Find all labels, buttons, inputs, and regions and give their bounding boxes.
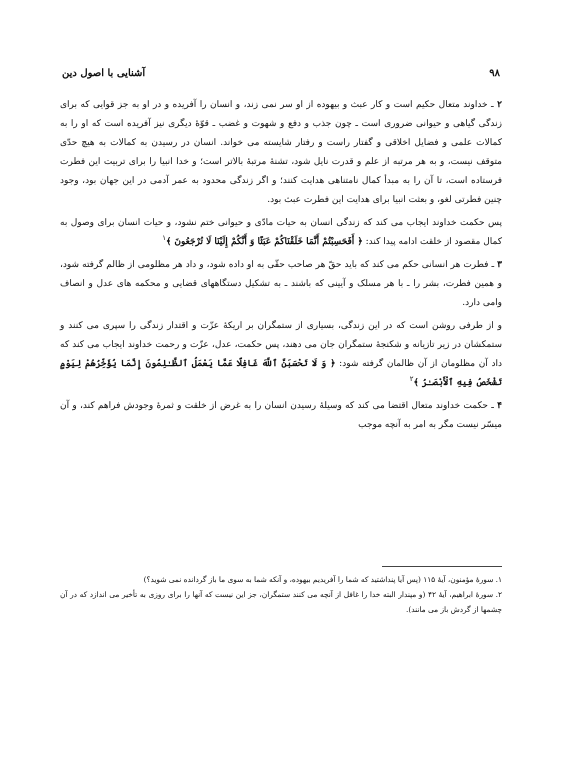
- footnote-ref[interactable]: ۲: [409, 375, 414, 383]
- page-number: ۹۸: [489, 68, 500, 79]
- paragraph-text: ـ حکمت خداوند متعال اقتضا می کند که وسیلهٔ رسیدن انسان را به غرض از خلقت و ثمرهٔ وجودش فراهم کند، و آن میسّر نیست مگر به امر به آنچه موجب: [60, 401, 502, 430]
- footnote-1: ۱. سورهٔ مؤمنون، آیهٔ ۱۱۵ (پس آیا پنداشتید که شما را آفریدیم بیهوده، و آنکه شما به سوی ما باز گردانده نمی شوید؟): [143, 575, 502, 584]
- page-body: [60, 96, 502, 439]
- running-title: آشنایی با اصول دین: [62, 68, 146, 79]
- item-number: ۳: [497, 260, 502, 270]
- quran-verse: ﴿ وَ لَا تَحْسَبَنَّ ٱللَّهَ غَافِلًا عَمَّا يَعْمَلُ ٱلظَّـٰلِمُونَ إِنَّمَا يُؤَخِّرُهُمْ لِيَوْمٍ تَشْخَصُ فِيهِ ٱلْأَبْصَـٰرُ ﴾: [60, 359, 502, 388]
- footnote-ref[interactable]: ۱: [162, 234, 166, 242]
- paragraph-4: [60, 397, 502, 435]
- paragraph-text: و از طرفی روشن است که در این زندگی، بسیاری از ستمگران بر اریکهٔ عزّت و اقتدار زندگی را سپری می کنند و ستمکشان در زیر تازیانه و شکنجهٔ ستمگران جان می دهند، پس حکمت، عدل، عزّت و رحمت خداوند ایجاب می کند که داد آن مظلومان از آن ظالمان گرفته شود:: [60, 321, 503, 369]
- item-number: ۲: [497, 100, 502, 110]
- paragraph-3-continued: [60, 317, 502, 393]
- item-number: ۴: [497, 401, 502, 411]
- footnote-divider: [382, 566, 502, 567]
- paragraph-3: [60, 256, 502, 313]
- paragraph-2-conclusion: [60, 214, 502, 252]
- footnote-2: ۲. سورهٔ ابراهیم، آیهٔ ۴۲ (و مپندار البته خدا را غافل از آنچه می کنند ستمگران، جز این نیست که آنها را برای روزی به تأخیر می اندازد که در آن چشمها از گردش باز می مانند).: [60, 590, 502, 614]
- footnotes: [60, 572, 502, 617]
- page-header: [62, 68, 500, 84]
- paragraph-text: ـ فطرت هر انسانی حکم می کند که باید حقّ هر صاحب حقّی به او داده شود، و داد هر مظلومی از ظالم گرفته شود، و همین فطرت، بشر را ـ با هر مسلک و آیینی که باشند ـ به تشکیل دستگاههای قضایی و محکمه های عدل و انصاف وامی دارد.: [60, 260, 502, 308]
- paragraph-text: پس حکمت خداوند ایجاب می کند که زندگی انسان به حیات مادّی و حیوانی ختم نشود، و حیات انسان برای وصول به کمال مقصود از خلقت ادامه پیدا کند:: [60, 218, 502, 247]
- paragraph-text: ـ خداوند متعال حکیم است و کار عبث و بیهوده از او سر نمی زند، و انسان را آفریده و در او به جز قوایی که برای زندگی گیاهی و حیوانی ضروری است ـ چون جذب و دفع و شهوت و غضب ـ قوّهٔ دیگری نیز آفریده است که او را به کمالات علمی و فضایل اخلاقی و گفتار راست و رفتار شایسته می خواند. انسان در رسیدن به کمالات به هیچ حدّی متوقف نیست، و به هر مرتبه از علم و قدرت نایل شود، تشنهٔ مرتبهٔ بالاتر است؛ و خدا انبیا را برای تربیت این فطرت فرستاده است، تا آن را به مبدأ کمال نامتناهی هدایت کنند؛ و اگر زندگی محدود به عمر آدمی در این جهان بود، وجود چنین فطرتی لغو، و بعثت انبیا برای هدایت این فطرت عبث بود.: [60, 100, 502, 205]
- paragraph-2: [60, 96, 502, 210]
- quran-verse: ﴿ أَفَحَسِبْتُمْ أَنَّمَا خَلَقْنَاكُمْ عَبَثًا وَ أَنَّكُمْ إِلَيْنَا لَا تُرْجَعُونَ ﴾: [165, 237, 363, 247]
